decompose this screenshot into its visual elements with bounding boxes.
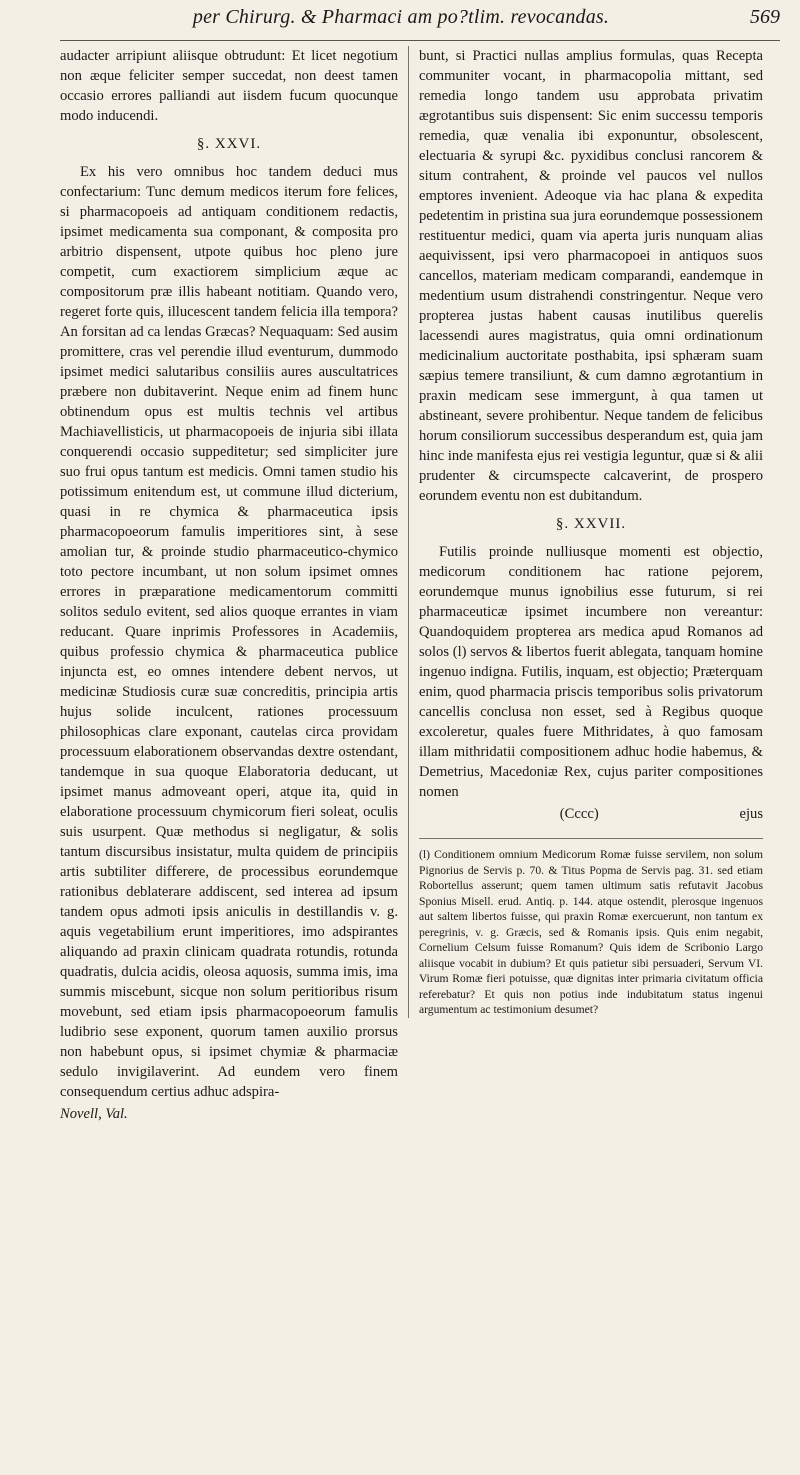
left-paragraph-2: Ex his vero omnibus hoc tandem deduci mus confectarium: Tunc demum medicos iterum fore felices, si pharmacopoeis ad antiquam conditionem redactis, ipsimet medicamenta sua componant, & composita pro arbitrio dispensent, utpote quibus hoc pleno jure competit, cum exactiorem simplicium æque ac compositorum præ illis habeant notitiam. Quando vero, regeret forte quis, illucescent tandem felicia illa tempora? An forsitan ad ca lendas Græcas? Nequaquam: Sed ausim promittere, cras vel perendie illud eventurum, dummodo ipsimet medici salutaribus consiliis aures auscultatrices præbere non dubitaverint. Neque enim ad finem hunc obtinendum opus est multis technis vel artibus Machiavellisticis, ut pharmacopoeis de injuria sibi illata conquerendi occasio suppeditetur; sed simpliciter jure suo frui opus tantum est medicis. Omni tamen studio his potissimum enitendum est, ut commune illud dicterium, quasi in re chymica & pharmaceutica ipsis pharmacopoeorum famulis imperitiores sint, à sese amolian tur, & proinde studio pharmaceutico-chymico toto pectore incumbant, ut non solum ipsimet omnes errores in præparatione medicamentorum committi solitos sedulo evitent, sed alios quoque errantes in viam reducant. Quare inprimis Professores in Academiis, quibus professio chymica & pharmaceutica publice injuncta est, eo omnes intendere debent nervos, ut medicinæ Studiosis curæ suæ concreditis, principia artis hujus solide inculcent, rationes processuum philosophicas clare exponant, cautelas circa providam processuum elaborationem observandas dextre ostendant, tandemque in sua quoque Elaboratoria deducant, ut ipsimet manus admoveant operi, atque ita, quid in elaboratione processuum chymicorum fieri soleat, oculis suis usurpent. Quæ methodus si negligatur, & solis tantum discursibus insistatur, multa quidem de principiis artis subtiliter differere, de processibus eorundemque rationibus deblaterare addiscent, sed interea ad ipsum tandem opus admoti ipsis aniculis in destillandis v. g. aquis vegetabilium erunt imperitiores, imo adspirantes aliquando ad praxin clinicam quadrata rotundis, rotunda quadratis, dulcia acidis, oleosa aquosis, summa imis, ima summis miscebunt, sicque non solum peritioribus risum movebunt, sed etiam ipsis pharmacopoeorum famulis ludibrio sese exponent, quorum tamen auxilio prorsus non habebunt opus, si ipsimet chymiæ & pharmaciæ sedulo invigilaverint. Ad eundem vero finem consequendum certius adhuc adspira- <box>60 164 398 1100</box>
running-title: per Chirurg. & Pharmaci am po?tlim. revocandas. <box>192 6 610 28</box>
footnote-l: (l) Conditionem omnium Medicorum Romæ fuisse servilem, non solum Pignorius de Servis p. 70. & Titus Popma de Servis pag. 31. sed etiam Robortellus asserunt; quem tamen ultimum satis refutavit Jacobus Sponius Misell. erud. Antiq. p. 144. atque ostendit, plerosque ingenuos aut saltem libertos fuisse, qui praxin Romæ exercuerunt, non tantum ex peregrinis, v. g. Græcis, sed & Romanis ipsis. Quis enim negabit, Cornelium Celsum fuisse Romanum? Quis idem de Scribonio Largo aliisque vocabit in dubium? Et quis patietur sibi persuaderi, Servum VI. Virum Romæ fieri potuisse, quæ dignitas inter primaria civitatum officia referebatur? Et quis non potius inde indubitatum status ingenui argumentum ac testimonium desumet? <box>419 848 763 1016</box>
left-catchword: Novell, Val. <box>60 1106 128 1122</box>
left-paragraph-1: audacter arripiunt aliisque obtrudunt: Et licet negotium non æque feliciter semper succedat, non deest tamen occasio errores palliandi aut iisdem fucum quocunque modo inducendi. <box>60 48 398 124</box>
section-heading-xxvi: §. XXVI. <box>196 136 262 152</box>
left-column <box>60 46 398 1124</box>
right-catchword: ejus <box>739 806 763 822</box>
section-heading-xxvii: §. XXVII. <box>555 516 627 532</box>
right-paragraph-1: bunt, si Practici nullas amplius formulas, quas Recepta communiter vocant, in pharmacopolia mittant, sed remedia longo tandem usu approbata privatim ægrotantibus suis dispensent: Sic enim successu temporis remedia, quæ venalia ibi exponuntur, obsolescent, electuaria & syrupi &c. pyxidibus conclusi rancorem & situm contrahent, & proinde vel paucos vel nullos emptores invenient. Adeoque via hac plana & expedita pedetentim in pristina sua jura eorundemque possessionem restituentur medici, quam via aperta juris nunquam alias aequivissent, ipsi vero pharmacopoei in antiquos suos cancellos, materiam medicam comparandi, eandemque in medentium usum distrahendi constringentur. Neque vero propterea justas habent causas inutilibus querelis lacessendi aures magistratus, quia omni ordinationum medicinalium auctoritate posthabita, ipsi sphæram suam sæpius temere transiliunt, & cum damno ægrotantium in praxin medicam sese immergunt, à qua tamen ut abstineant, severe prohibentur. Neque tandem de felicibus horum consiliorum successibus desperandum est, quia jam hinc inde manifesta ejus rei vestigia leguntur, quæ si & alii prudenter & circumspecte calcaverint, de prospero eorundem eventu non est dubitandum. <box>419 48 763 504</box>
page-number: 569 <box>750 6 780 28</box>
footnote-block <box>419 838 763 1018</box>
signature-mark: (Cccc) <box>559 806 599 822</box>
signature-line <box>419 804 763 824</box>
running-header <box>60 6 780 41</box>
right-column <box>408 46 763 1018</box>
right-paragraph-2: Futilis proinde nulliusque momenti est objectio, medicorum conditionem hac ratione pejorem, eorundemque munus ignobilius esse futurum, si rei pharmaceuticæ ipsimet incumbere non vereantur: Quandoquidem propterea ars medica apud Romanos ad solos (l) servos & libertos fuerit ablegata, tanquam homine ingenuo indigna. Futilis, inquam, est objectio; Præterquam enim, quod pharmacia priscis temporibus solis privatorum cancellis conclusa non esset, sed à Regibus quoque excoleretur, quales fuere Mithridates, à quo famosam illam mithridatii compositionem adhuc hodie habemus, & Demetrius, Macedoniæ Rex, cujus pariter compositiones nomen <box>419 544 763 800</box>
